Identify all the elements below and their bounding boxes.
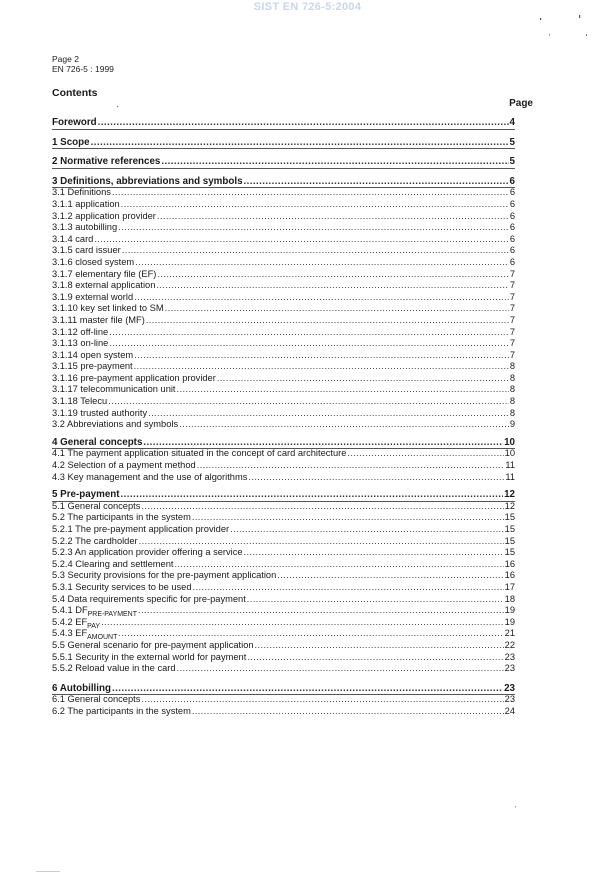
toc-leader-dots (94, 234, 508, 246)
toc-page-number: 16 (504, 570, 515, 581)
toc-entry-title: 5.2 The participants in the system (52, 512, 191, 523)
toc-leader-dots (192, 706, 504, 718)
toc-entry (52, 280, 515, 292)
toc-page-number: 6 (509, 198, 515, 209)
toc-leader-dots (134, 350, 509, 362)
contents-heading: Contents (52, 87, 98, 99)
toc-leader-dots (244, 547, 504, 559)
toc-entry-title: 3.1.11 master file (MF) (52, 314, 145, 325)
toc-entry-title: 3.1.7 elementary file (EF) (52, 268, 157, 279)
toc-page-number: 17 (504, 581, 515, 592)
toc-page-number: 16 (504, 558, 515, 569)
toc-entry (52, 547, 515, 559)
page-column-label: Page (509, 98, 533, 109)
toc-leader-dots (141, 694, 503, 706)
toc-entry-title: 5.4.1 $DF_{PRE-PAYMENT}$ (52, 605, 137, 619)
toc-page-number: 7 (509, 303, 515, 314)
toc-page-number: 21 (504, 628, 515, 639)
toc-page-number: 12 (504, 489, 515, 501)
toc-page-number: 15 (504, 524, 515, 534)
toc-page-number: 5 (509, 156, 515, 168)
toc-page-number: 15 (504, 512, 515, 523)
toc-page-number: 9 (509, 419, 515, 430)
toc-entry (52, 536, 515, 548)
toc-leader-dots (121, 489, 504, 501)
toc-entry (52, 222, 515, 234)
toc-leader-dots (148, 408, 509, 420)
toc-section-heading (52, 437, 515, 449)
toc-leader-dots (118, 222, 509, 234)
toc-leader-dots (177, 663, 504, 675)
toc-page-number: 23 (504, 682, 515, 694)
toc-page-number: 7 (509, 268, 515, 279)
toc-entry (52, 292, 515, 304)
toc-leader-dots (108, 396, 509, 408)
toc-entry (52, 570, 515, 582)
toc-leader-dots (146, 315, 509, 327)
toc-leader-dots (109, 338, 508, 350)
toc-leader-dots (230, 524, 504, 536)
toc-section-heading (52, 117, 515, 129)
toc-entry (52, 594, 515, 606)
toc-page-number: 8 (509, 396, 515, 407)
toc-entry (52, 460, 515, 472)
toc-entry-title: 4.3 Key management and the use of algorithms (52, 471, 248, 482)
toc-entry-title: 6.2 The participants in the system (52, 705, 191, 716)
toc-entry-title: 5.3.1 Security services to be used (52, 581, 192, 592)
toc-leader-dots (179, 419, 509, 431)
toc-entry (52, 187, 515, 199)
toc-page-number: 15 (504, 547, 515, 558)
toc-entry-title: 6.1 General concepts (52, 694, 141, 705)
toc-page-number: 5 (509, 136, 515, 148)
toc-entry-subscript: AMOUNT (87, 634, 118, 642)
toc-leader-dots (347, 448, 503, 460)
toc-page-number: 8 (509, 407, 515, 418)
toc-entry (52, 706, 515, 718)
toc-entry-title: 3.1.12 off-line (52, 326, 109, 337)
toc-entry-title: 5.1 General concepts (52, 500, 141, 511)
toc-entry-title: 5.5 General scenario for pre-payment application (52, 639, 254, 650)
toc-entry-title: 3.1.8 external application (52, 280, 156, 291)
toc-entry-title: 5.4 Data requirements specific for pre-payment (52, 593, 246, 604)
toc-leader-dots (101, 617, 504, 629)
toc-entry-title: 3.1.19 trusted authority (52, 407, 148, 418)
toc-entry (52, 663, 515, 675)
toc-entry (52, 396, 515, 408)
toc-entry-title: 3.1.2 application provider (52, 210, 156, 221)
toc-entry (52, 211, 515, 223)
toc-entry-title: 4.1 The payment application situated in the concept of card architecture (52, 448, 347, 459)
toc-entry-title: 5.2.4 Clearing and settlement (52, 558, 174, 569)
toc-leader-dots (248, 472, 504, 484)
toc-section-heading (52, 137, 515, 149)
toc-entry (52, 512, 515, 524)
toc-page-number: 24 (504, 705, 515, 716)
toc-entry (52, 419, 515, 431)
toc-leader-dots (91, 137, 509, 149)
toc-entry-title: 3.1.6 closed system (52, 256, 135, 267)
toc-entry-title: 5.5.1 Security in the external world for payment (52, 651, 247, 662)
toc-entry (52, 605, 515, 617)
toc-entry-title: 5 Pre-payment (52, 489, 120, 501)
toc-entry-title: 5.2.3 An application provider offering a service (52, 547, 243, 558)
toc-entry-title: 5.2.1 The pre-payment application provider (52, 524, 230, 534)
toc-section-heading (52, 683, 515, 695)
toc-leader-dots (138, 605, 504, 617)
toc-entry (52, 408, 515, 420)
toc-entry-title: 5.4.3 $EF_{AMOUNT}$ (52, 628, 118, 642)
toc-page-number: 7 (509, 314, 515, 325)
toc-leader-dots (157, 211, 509, 223)
toc-page-number: 19 (504, 605, 515, 616)
toc-page-number: 11 (505, 460, 515, 471)
toc-entry-title: 3.1.16 pre-payment application provider (52, 372, 216, 383)
toc-section-heading (52, 156, 515, 168)
toc-leader-dots (157, 269, 508, 281)
toc-leader-dots (217, 373, 509, 385)
toc-entry-title: 1 Scope (52, 136, 90, 148)
toc-page-number: 22 (504, 639, 515, 650)
toc-entry (52, 303, 515, 315)
toc-page-number: 11 (505, 471, 515, 482)
toc-page-number: 6 (509, 222, 515, 233)
toc-entry-subscript: PAY (87, 622, 101, 630)
toc-entry (52, 524, 515, 536)
toc-entry (52, 501, 515, 513)
toc-entry-title: 4.2 Selection of a payment method (52, 460, 196, 471)
page-number: Page 2 (52, 54, 79, 64)
toc-leader-dots (197, 460, 505, 472)
toc-entry (52, 327, 515, 339)
toc-leader-dots (135, 257, 509, 269)
toc-entry (52, 384, 515, 396)
toc-leader-dots (98, 117, 509, 129)
toc-page-number: 6 (509, 256, 515, 267)
toc-entry (52, 315, 515, 327)
toc-leader-dots (112, 683, 503, 695)
toc-page-number: 19 (504, 616, 515, 627)
toc-section-heading (52, 176, 515, 188)
toc-leader-dots (143, 437, 503, 449)
toc-page-number: 18 (504, 593, 515, 604)
toc-entry-title: 3.1.13 on-line (52, 338, 109, 349)
toc-leader-dots (134, 361, 509, 373)
toc-leader-dots (177, 384, 509, 396)
toc-leader-dots (122, 245, 509, 257)
toc-entry-title: 3.1.3 autobilling (52, 222, 118, 233)
toc-entry-title: 5.2.2 The cardholder (52, 535, 138, 546)
toc-leader-dots (141, 501, 503, 513)
toc-entry-title: 5.3 Security provisions for the pre-payment application (52, 570, 277, 581)
toc-entry (52, 559, 515, 571)
toc-page-number: 23 (504, 663, 515, 674)
toc-page-number: 8 (509, 372, 515, 383)
toc-entry-title: 3.1.10 key set linked to SM (52, 303, 164, 314)
toc-leader-dots (109, 327, 509, 339)
toc-entry-title: 3.1.17 telecommunication unit (52, 384, 176, 395)
toc-entry-title: 3.1.14 open system (52, 349, 134, 360)
toc-page-number: 6 (509, 233, 515, 244)
toc-entry-title: 5.5.2 Reload value in the card (52, 663, 176, 674)
toc-entry-title: Foreword (52, 117, 97, 128)
toc-page-number: 10 (504, 436, 515, 448)
toc-leader-dots (139, 536, 504, 548)
toc-entry (52, 245, 515, 257)
toc-entry (52, 199, 515, 211)
toc-leader-dots (277, 570, 503, 582)
toc-page-number: 7 (509, 280, 515, 291)
toc-page-number: 8 (509, 384, 515, 395)
toc-leader-dots (156, 280, 508, 292)
toc-section-heading (52, 489, 515, 501)
toc-leader-dots (247, 594, 504, 606)
toc-leader-dots (112, 187, 509, 199)
toc-entry-title: 3.1.18 Telecu (52, 396, 108, 407)
toc-leader-dots (174, 559, 503, 571)
toc-page-number: 6 (509, 187, 515, 198)
toc-entry-title: 4 General concepts (52, 436, 143, 448)
toc-page-number: 23 (504, 694, 515, 705)
toc-entry-title: 3.1.9 external world (52, 291, 134, 302)
toc-entry-title: 3.1.15 pre-payment (52, 361, 133, 372)
toc-entry-title: 3.2 Abbreviations and symbols (52, 419, 179, 430)
toc-entry (52, 373, 515, 385)
toc-entry-title: 3 Definitions, abbreviations and symbols (52, 175, 243, 187)
toc-page-number: 7 (509, 349, 515, 360)
standard-number: EN 726-5 : 1999 (52, 64, 114, 74)
toc-entry (52, 448, 515, 460)
toc-page-number: 4 (509, 117, 515, 128)
toc-entry (52, 234, 515, 246)
toc-page-number: 7 (509, 291, 515, 302)
toc-page-number: 7 (509, 326, 515, 337)
toc-page-number: 6 (509, 175, 515, 187)
toc-entry (52, 257, 515, 269)
toc-page-number: 15 (504, 535, 515, 546)
toc-entry-title: 6 Autobilling (52, 682, 111, 694)
toc-entry-title: 3.1.4 card (52, 233, 94, 244)
toc-leader-dots (192, 512, 504, 524)
toc-leader-dots (193, 582, 504, 594)
toc-page-number: 23 (504, 651, 515, 662)
toc-entry (52, 338, 515, 350)
toc-entry (52, 350, 515, 362)
toc-entry-title: 2 Normative references (52, 156, 161, 168)
toc-leader-dots (255, 640, 504, 652)
toc-leader-dots (161, 156, 508, 168)
toc-leader-dots (244, 176, 509, 188)
toc-page-number: 12 (504, 500, 515, 511)
toc-leader-dots (165, 303, 509, 315)
toc-entry (52, 694, 515, 706)
toc-entry (52, 617, 515, 629)
toc-page-number: 8 (509, 361, 515, 372)
toc-entry (52, 640, 515, 652)
toc-leader-dots (118, 628, 503, 640)
toc-entry (52, 652, 515, 664)
toc-entry (52, 628, 515, 640)
toc-entry (52, 361, 515, 373)
toc-entry (52, 269, 515, 281)
toc-page-number: 6 (509, 210, 515, 221)
watermark: SIST EN 726-5:2004 (253, 1, 362, 13)
table-of-contents (52, 117, 515, 718)
toc-page-number: 6 (509, 245, 515, 256)
toc-entry (52, 472, 515, 484)
toc-entry-title: 3.1 Definitions (52, 187, 111, 198)
toc-entry-subscript: PRE-PAYMENT (87, 611, 137, 619)
toc-page-number: 7 (509, 338, 515, 349)
toc-page-number: 10 (504, 448, 515, 459)
toc-entry-title: 5.4.2 $EF_{PAY}$ (52, 616, 101, 630)
toc-entry (52, 582, 515, 594)
toc-leader-dots (121, 199, 509, 211)
toc-leader-dots (134, 292, 509, 304)
toc-entry-title: 3.1.5 card issuer (52, 245, 121, 256)
toc-entry-title: 3.1.1 application (52, 198, 120, 209)
toc-leader-dots (247, 652, 503, 664)
